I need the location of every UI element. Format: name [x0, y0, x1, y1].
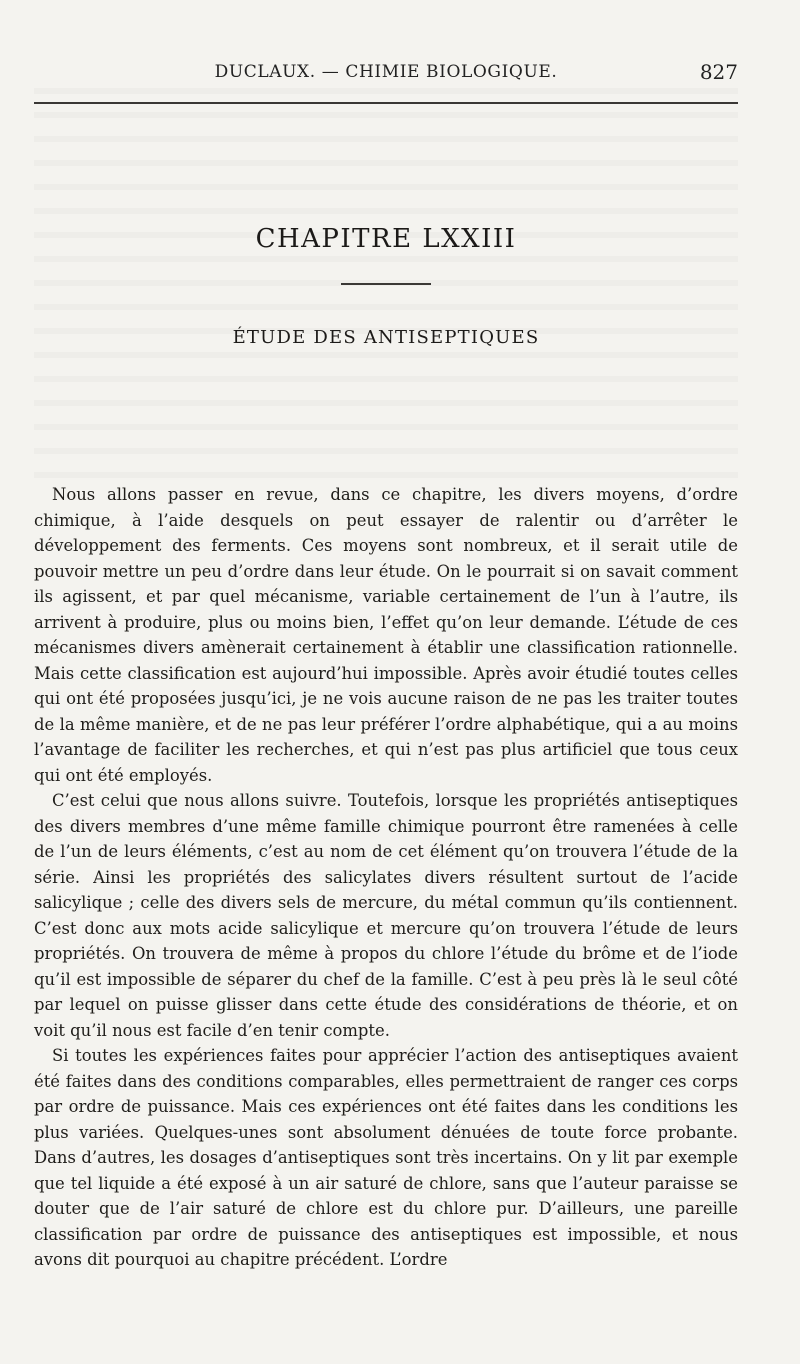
bleed-through-texture [34, 70, 738, 490]
paragraph-1: Nous allons passer en revue, dans ce chapitre, les divers moyens, d’ordre chimique, à l’aide desquels on peut essayer de ralentir ou d’arrêter le développement des ferments. Ces moyens sont nombreux, et il serait utile de pouvoir mettre un peu d’ordre dans leur étude. On le pourrait si on savait comment ils agissent, et par quel mécanisme, variable certainement de l’un à l’autre, ils arrivent à produire, plus ou moins bien, l’effet qu’on leur demande. L’étude de ces mécanismes divers amènerait certainement à établir une classification rationnelle. Mais cette classification est aujourd’hui impossible. Après avoir étudié toutes celles qui ont été proposées jusqu’ici, je ne vois aucune raison de ne pas les traiter toutes de la même manière, et de ne pas leur préférer l’ordre alphabétique, qui a au moins l’avantage de faciliter les recherches, et qui n’est pas plus artificiel que tous ceux qui ont été employés. [34, 485, 738, 785]
paragraph-2: C’est celui que nous allons suivre. Toutefois, lorsque les propriétés antiseptiques des divers membres d’une même famille chimique pourront être ramenées à celle de l’un de leurs éléments, c’est au nom de cet élément qu’on trouvera l’étude de la série. Ainsi les propriétés des salicylates divers résultent surtout de l’acide salicylique ; celle des divers sels de mercure, du métal commun qu’ils contiennent. C’est donc aux mots acide salicylique et mercure qu’on trouvera l’étude de leurs propriétés. On trouvera de même à propos du chlore l’étude du brôme et de l’iode qu’il est impossible de séparer du chef de la famille. C’est à peu près là le seul côté par lequel on puisse glisser dans cette étude des considérations de théorie, et on voit qu’il nous est facile d’en tenir compte. [34, 791, 738, 1040]
running-title: DUCLAUX. — CHIMIE BIOLOGIQUE. [214, 62, 558, 82]
body-text [34, 482, 738, 1273]
chapter-title: CHAPITRE LXXIII [255, 224, 517, 254]
running-head [34, 60, 738, 90]
chapter-rule [341, 283, 431, 285]
paragraph-3: Si toutes les expériences faites pour apprécier l’action des antiseptiques avaient été faites dans des conditions comparables, elles permettraient de ranger ces corps par ordre de puissance. Mais ces expériences ont été faites dans les conditions les plus variées. Quelques-unes sont absolument dénuées de toute force probante. Dans d’autres, les dosages d’antiseptiques sont très incertains. On y lit par exemple que tel liquide a été exposé à un air saturé de chlore, sans que l’auteur paraisse se douter que de l’air saturé de chlore est du chlore pur. D’ailleurs, une pareille classification par ordre de puissance des antiseptiques est impossible, et nous avons dit pourquoi au chapitre précédent. L’ordre [34, 1046, 738, 1269]
header-rule [34, 102, 738, 104]
page-number: 827 [699, 60, 738, 84]
section-title: ÉTUDE DES ANTISEPTIQUES [232, 327, 540, 348]
